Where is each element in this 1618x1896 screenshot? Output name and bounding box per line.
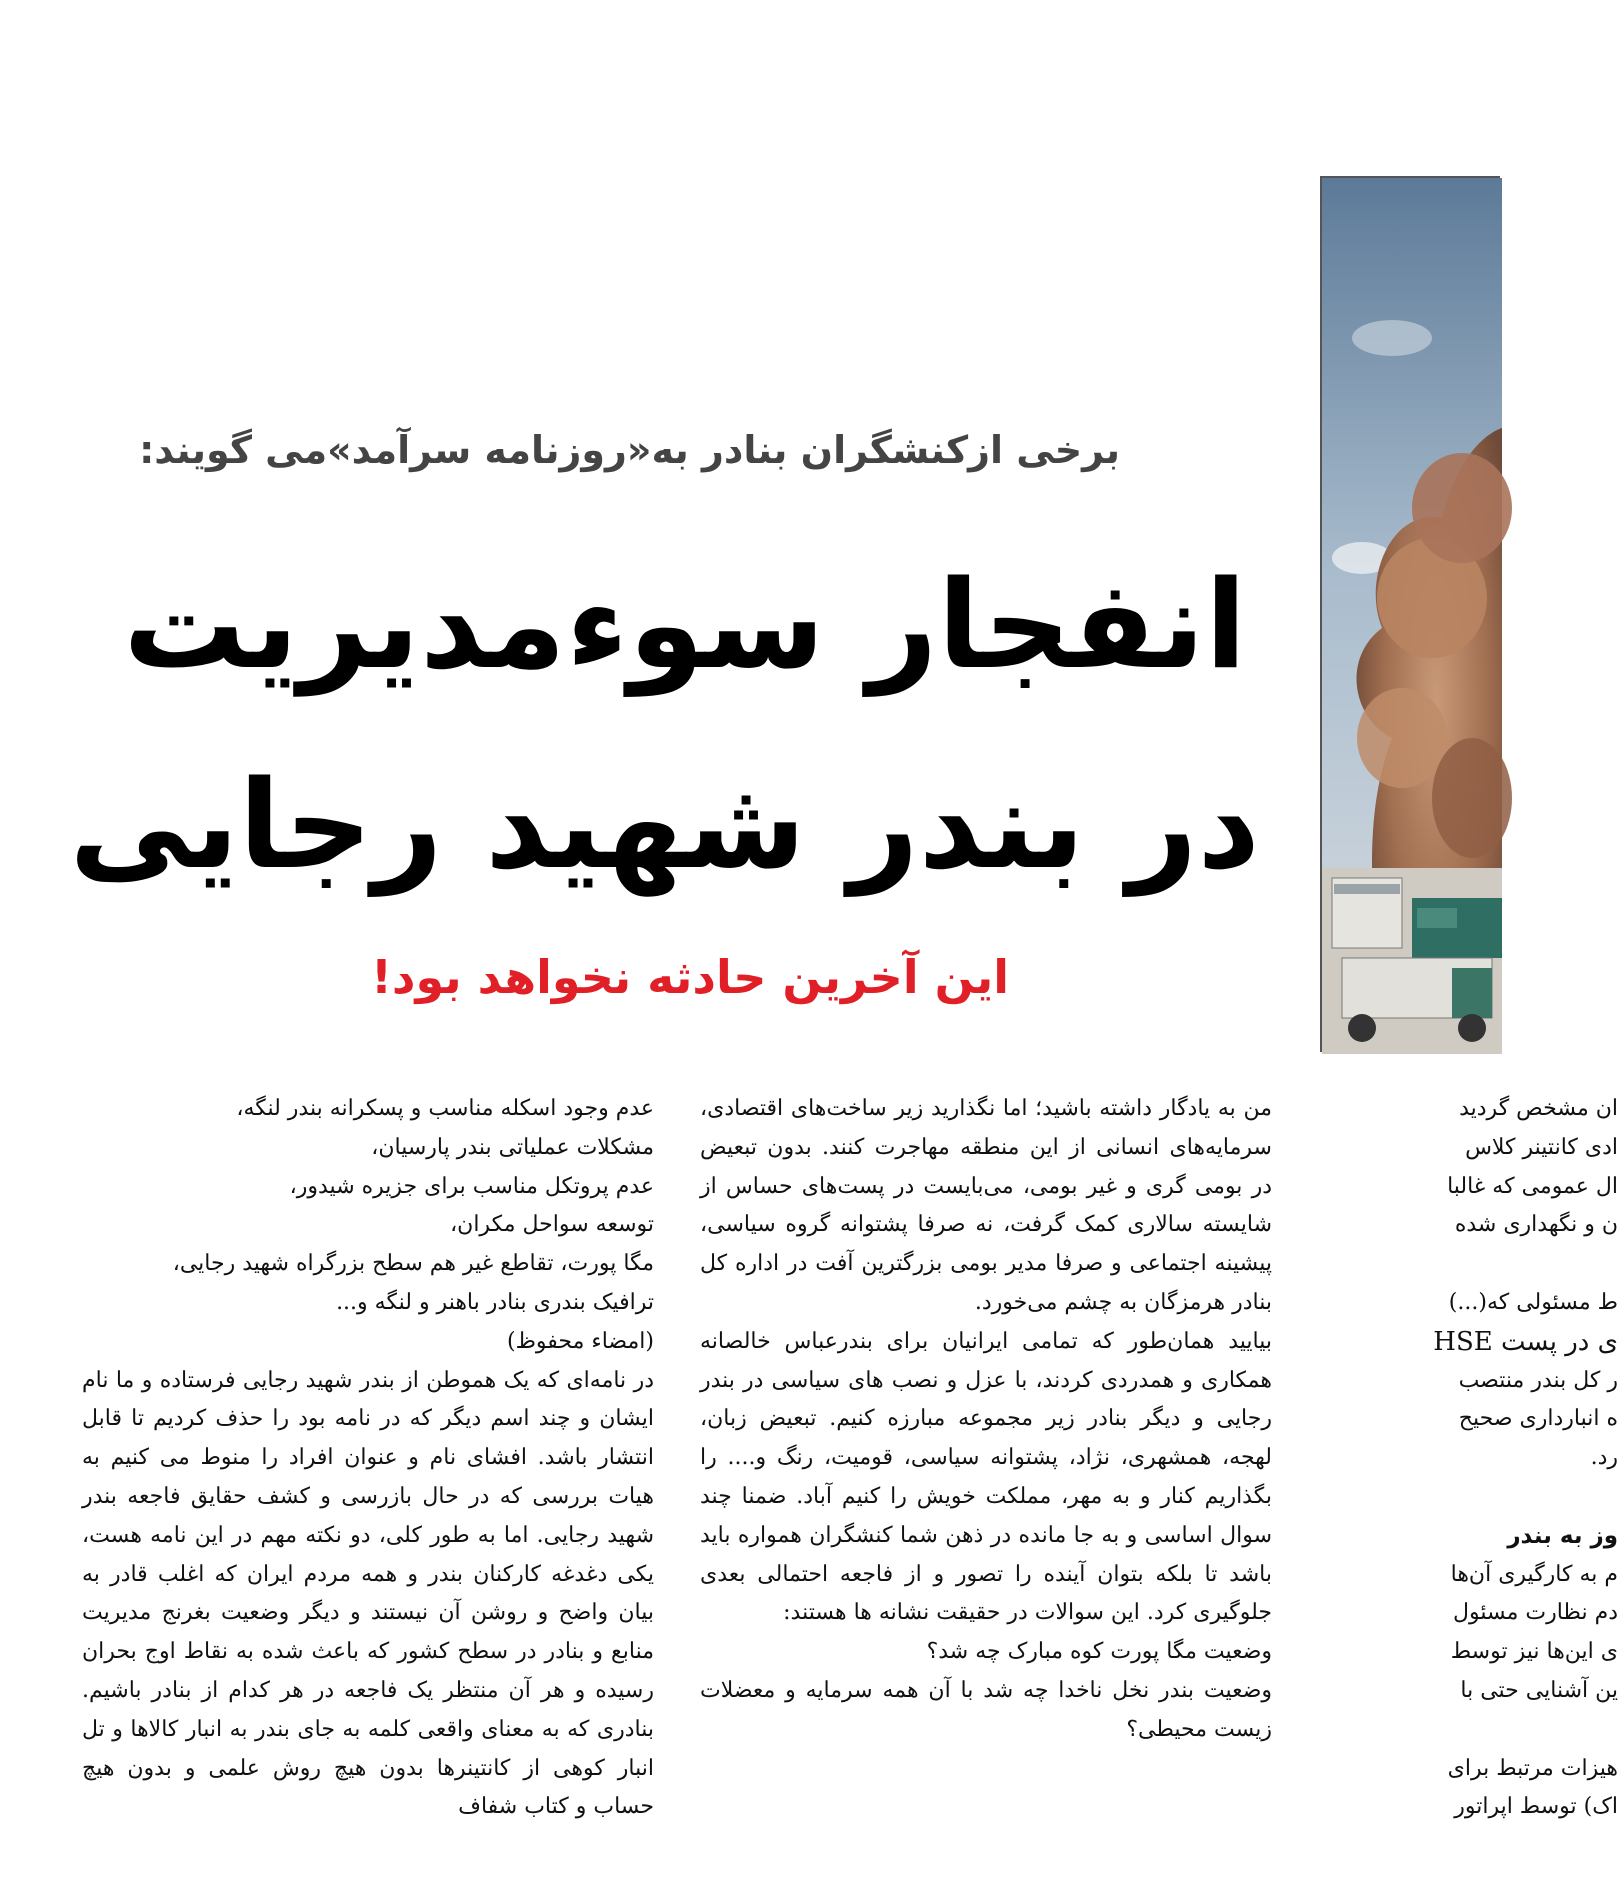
text-line: دم نظارت مسئول	[1452, 1600, 1618, 1626]
headline-line-1: انفجار سوءمدیریت	[123, 554, 1247, 696]
text-line: ر کل بندر منتصب	[1458, 1367, 1618, 1393]
text-line: هیزات مرتبط برای	[1447, 1755, 1618, 1781]
headline-line-2: در بندر شهید رجایی	[69, 754, 1260, 896]
explosion-photo	[1320, 176, 1500, 1052]
paragraph: ترافیک بندری بنادر باهنر و لنگه و...	[336, 1289, 654, 1315]
paragraph: در نامه‌ای که یک هموطن از بندر شهید رجایی فرستاده و ما نام ایشان و چند اسم دیگر که در نامه بود را حذف کردیم تا قابل انتشار باشد. افشای نام و عنوان افراد را منوط می کنیم به هیات بررسی که در حال بازرسی و کشف حقایق فاجعه بندر شهید رجایی. اما به طور کلی، دو نکته مهم در این نامه هست، یکی دغدغه کارکنان بندر و همه مردم ایران که اغلب قادر به بیان واضح و روشن آن نیستند و دیگر وضعیت بغرنج مدیریت منابع و بنادر در سطح کشور که باعث شده به نقاط اوج بحران رسیده و هر آن منتظر یک فاجعه در هر کدام از بنادر باشیم. بنادری که به معنای واقعی کلمه به جای بندر به انبار کالاها و تل انبار کوهی از کانتینرها بدون هیچ روش علمی و بدون هیچ حساب و کتاب شفاف	[82, 1367, 654, 1820]
paragraph: مشکلات عملیاتی بندر پارسیان،	[371, 1134, 654, 1160]
signature-note: (امضاء محفوظ)	[506, 1328, 654, 1354]
explosion-image	[1322, 178, 1502, 1054]
text-line: م به کارگیری آن‌ها	[1450, 1561, 1618, 1587]
kicker: برخی ازکنشگران بنادر به«روزنامه سرآمد»می گویند:	[139, 428, 1120, 472]
text-line: ان مشخص گردید	[1459, 1096, 1618, 1121]
text-line: ن و نگهداری شده	[1454, 1212, 1618, 1238]
text-line: اک) توسط اپراتور	[1454, 1794, 1618, 1820]
paragraph: بیایید همان‌طور که تمامی ایرانیان برای بندرعباس خالصانه همکاری و همدردی کردند، با عزل و نصب های سیاسی در بندر رجایی و دیگر بنادر زیر مجموعه مبارزه کنیم. تبعیض زبان، لهجه، همشهری، نژاد، پشتوانه سیاسی، قومیت، رنگ و.... را بگذاریم کنار و به مهر، مملکت خویش را کنیم آباد. ضمنا چند سوال اساسی و به جا مانده در ذهن شما کنشگران همواره باید باشد تا بلکه بتوان آینده را تصور و از فاجعه احتمالی بعدی جلوگیری کرد. این سوالات در حقیقت نشانه ها هستند:	[700, 1328, 1272, 1626]
text-line: ط مسئولی که(...)	[1448, 1289, 1618, 1315]
paragraph: مگا پورت، تقاطع غیر هم سطح بزرگراه شهید رجایی،	[172, 1251, 654, 1277]
article-column-middle	[700, 1090, 1272, 1896]
text-line: ی این‌ها نیز توسط	[1450, 1639, 1618, 1665]
question-line: وضعیت بندر نخل ناخدا چه شد با آن همه سرمایه و معضلات زیست محیطی؟	[700, 1677, 1272, 1742]
article-column-left	[82, 1090, 654, 1896]
question-line: وضعیت مگا پورت کوه مبارک چه شد؟	[926, 1639, 1272, 1665]
text-line: ادی کانتینر کلاس	[1465, 1134, 1618, 1160]
section-subheading: وز به بندر	[1507, 1522, 1618, 1549]
paragraph: من به یادگار داشته باشید؛ اما نگذارید زیر ساخت‌های اقتصادی، سرمایه‌های انسانی از این منطقه مهاجرت کنند. بدون تبعیض در بومی گری و غیر بومی، می‌بایست در پست‌های حساس از شایسته سالاری کمک گرفت، نه صرفا پشتوانه گروه سیاسی، پیشینه اجتماعی و صرفا مدیر بومی بزرگترین آفت در اداره کل بنادر هرمزگان به چشم می‌خورد.	[700, 1096, 1272, 1315]
paragraph: توسعه سواحل مکران،	[450, 1212, 654, 1238]
paragraph: عدم وجود اسکله مناسب و پسکرانه بندر لنگه،	[236, 1096, 654, 1121]
text-line: ه انبارداری صحیح	[1458, 1406, 1618, 1432]
text-line: ین آشنایی حتی با	[1460, 1677, 1618, 1703]
paragraph: عدم پروتکل مناسب برای جزیره شیدور،	[289, 1173, 654, 1199]
text-line: ال عمومی که غالبا	[1447, 1173, 1618, 1199]
text-line: ی در پست HSE	[1433, 1326, 1618, 1357]
article-column-right-cropped	[1318, 1090, 1618, 1896]
text-line: رد.	[1590, 1445, 1618, 1471]
subheadline: این آخرین حادثه نخواهد بود!	[370, 950, 1010, 1004]
